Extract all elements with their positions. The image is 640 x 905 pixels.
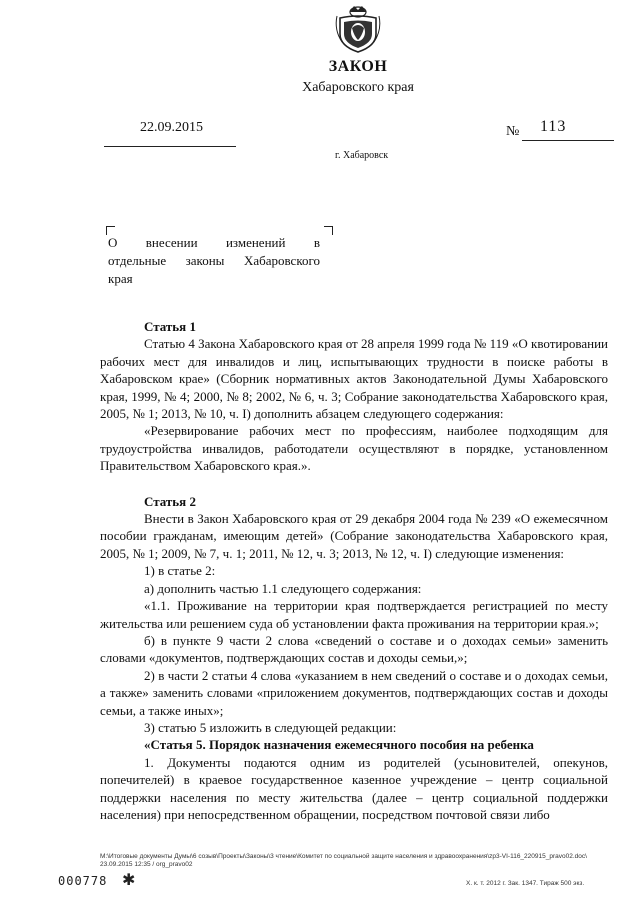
article-2-paragraph: Внести в Закон Хабаровского края от 29 декабря 2004 года № 239 «О ежемесячном пособии гражданам, имеющим детей» (Собрание законодательства Хабаровского края, 2005, № 1; 2009, № 7, ч. 1; 2011, № 12, ч. 3; 2013, № 12, ч. I) следующие изменения: (100, 511, 608, 561)
document-date: 22.09.2015 (140, 120, 203, 135)
footer-code: 000778 (58, 874, 108, 888)
article-5-new-paragraph: 1. Документы подаются одним из родителей (усыновителей, опекунов, попечителей) в краевое государственное казенное учреждение – центр социальной поддержки населения по месту жительства (далее – центр социальной поддержки населения) при непосредственном обращении, посредством почтовой связи либо (100, 754, 608, 822)
document-subject (108, 234, 320, 288)
number-sign: № (506, 124, 520, 139)
subject-line: отдельные законы Хабаровского (108, 253, 320, 268)
article-2-heading: Статья 2 (144, 493, 196, 509)
footer-star-icon: ✱ (122, 872, 136, 889)
subject-line: О внесении изменений в (108, 235, 320, 250)
date-underline (104, 146, 236, 147)
number-underline (522, 140, 614, 141)
document-subtitle: Хабаровского края (302, 80, 414, 95)
article-5-new-heading: «Статья 5. Порядок назначения ежемесячного пособия на ребенка (144, 737, 534, 753)
article-1-heading: Статья 1 (144, 319, 196, 334)
article-2-item-1b: б) в пункте 9 части 2 слова «сведений о составе и о доходах семьи» заменить словами «документов, подтверждающих состав и доходы семьи,»; (100, 632, 608, 666)
subject-bracket-right (324, 226, 333, 235)
document-body (100, 318, 608, 823)
document-city: г. Хабаровск (335, 150, 389, 161)
article-1-paragraph: Статью 4 Закона Хабаровского края от 28 апреля 1999 года № 119 «О квотировании рабочих мест для инвалидов и лиц, испытывающих трудности в поиске работы в Хабаровском крае» (Сборник нормативных актов Законодательной Думы Хабаровского края, 1999, № 4; 2000, № 8; 2002, № 6, ч. 3; Собрание законодательства Хабаровского края, 2005, № 1; 2013, № 10, ч. I) дополнить абзацем следующего содержания: (100, 336, 608, 422)
document-number: 113 (540, 118, 567, 135)
document-title: ЗАКОН (328, 58, 388, 75)
spacer (100, 475, 608, 493)
article-2-item-2: 2) в части 2 статьи 4 слова «указанием в нем сведений о составе и о доходах семьи, а также» заменить словами «приложением документов, подтверждающих состав и доходы семьи, а также иных»; (100, 667, 608, 718)
footer-print-info: Х. к. т. 2012 г. Зак. 1347. Тираж 500 экз. (466, 880, 585, 887)
article-2-item-3: 3) статью 5 изложить в следующей редакции: (144, 719, 397, 735)
article-1-quote: «Резервирование рабочих мест по профессиям, наиболее подходящим для трудоустройства инвалидов, работодатели осуществляют в порядке, установленном Правительством Хабаровского края.». (100, 423, 608, 474)
footer-file-path: M:\Итоговые документы Думы\6 созыв\Проекты\Законы\3 чтение\Комитет по социальной защите населения и здравоохранения\zp3-VI-116_220915_pravo02.doc\ 23.09.2015 12:35 / org_pravo02 (100, 853, 587, 868)
subject-line: края (108, 271, 133, 286)
article-2-item-1a: а) дополнить частью 1.1 следующего содержания: (144, 580, 422, 596)
coat-of-arms-emblem (332, 2, 384, 54)
article-2-item-1: 1) в статье 2: (144, 563, 216, 579)
article-2-item-1a-quote: «1.1. Проживание на территории края подтверждается регистрацией по месту жительства или решением суда об установлении факта проживания на территории края.»; (100, 598, 608, 631)
